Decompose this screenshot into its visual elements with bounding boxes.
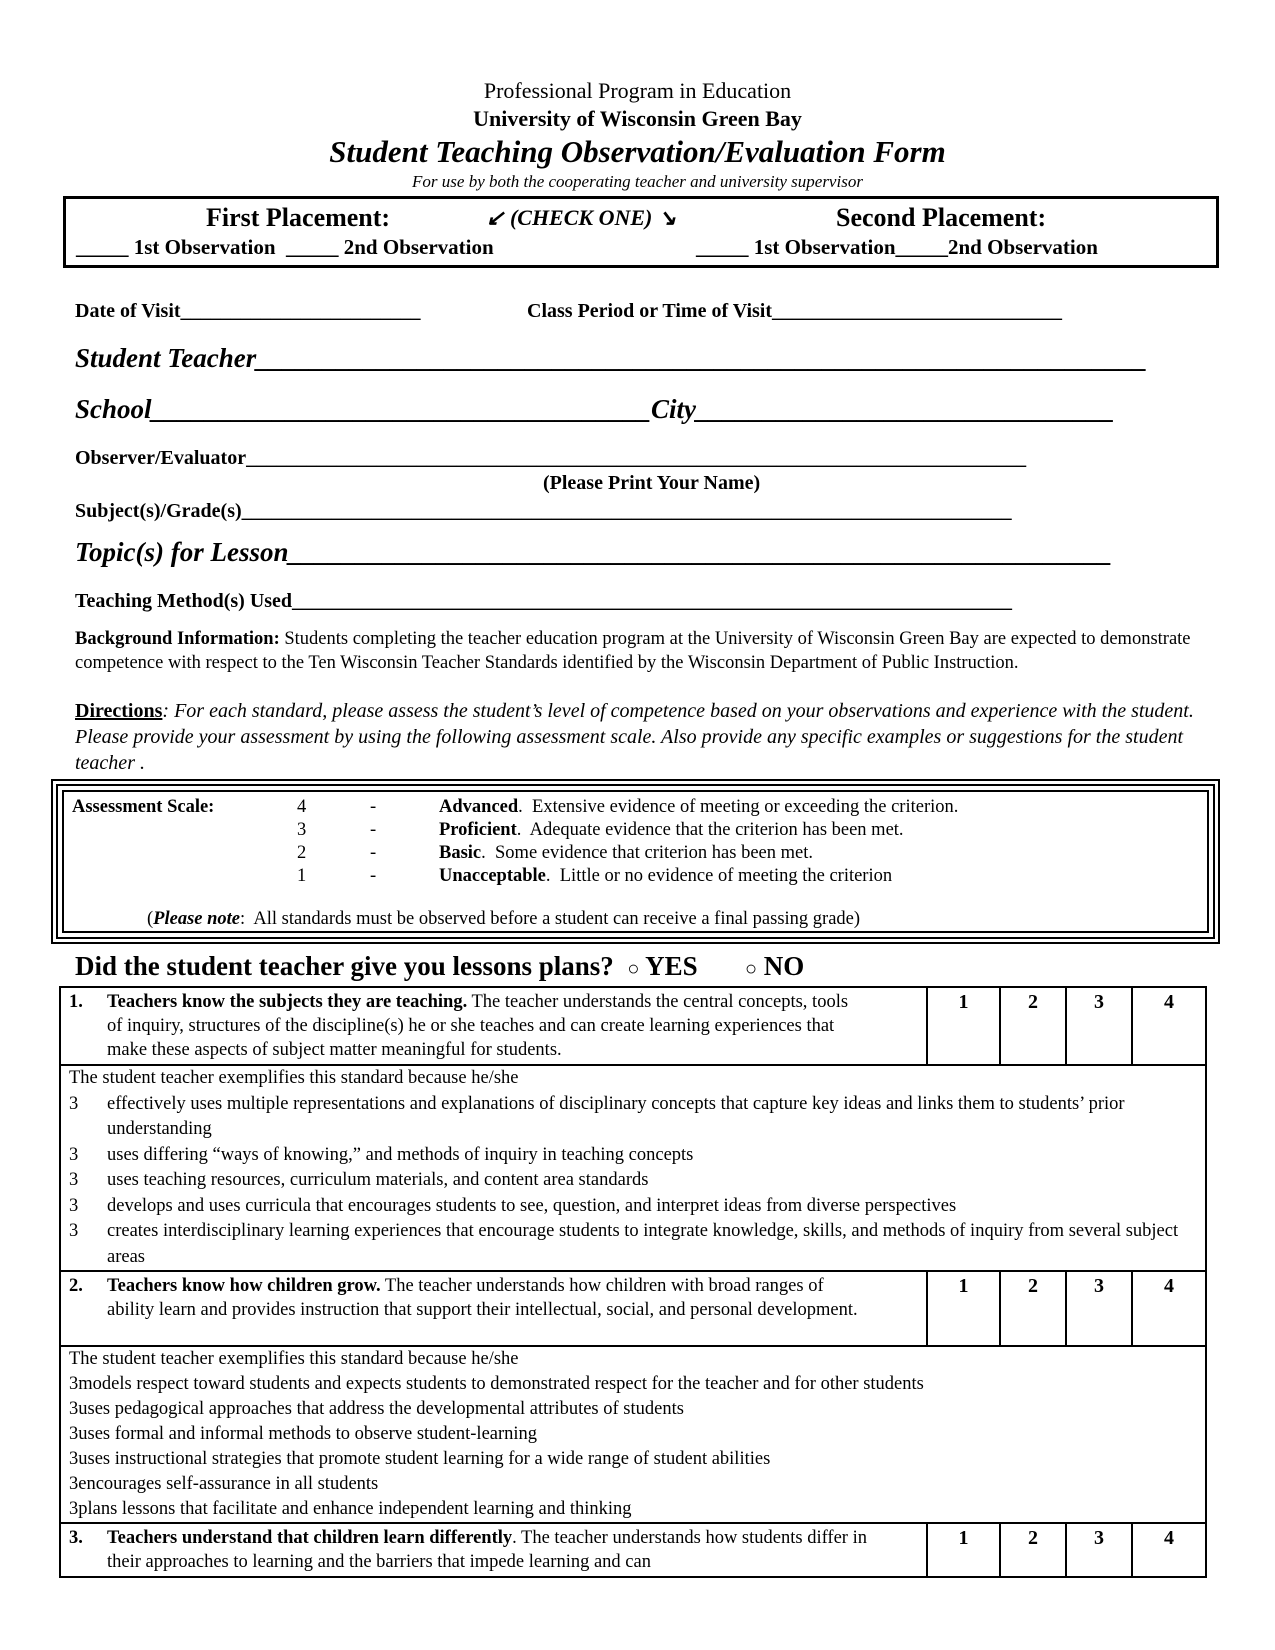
criterion-item (69, 1372, 1197, 1397)
rating-label: 2 (1028, 1527, 1038, 1549)
no-radio[interactable] (745, 951, 804, 981)
first-placement-label: First Placement: (206, 203, 391, 232)
rating-2-cell[interactable] (1000, 1271, 1066, 1346)
rating-label: 4 (1164, 991, 1174, 1013)
standard-text: The teacher understands how children with broad ranges of ability learn and provides instruction that support their intellectual, social, and personal development. (107, 1276, 858, 1320)
check-one-text: (CHECK ONE) (509, 205, 653, 230)
assessment-scale-box (51, 779, 1220, 944)
scale-level (439, 820, 904, 841)
criteria-list (60, 1346, 1206, 1523)
scale-level-name: Basic (439, 843, 482, 863)
rating-2-cell[interactable] (1000, 987, 1066, 1065)
exemplifies-text: The student teacher exemplifies this standard because he/she (69, 1068, 519, 1088)
subject-grade-field[interactable]: Subject(s)/Grade(s)_____________________________________________________________________________ (75, 500, 1012, 522)
criteria-row (60, 1346, 1206, 1523)
rating-label: 1 (958, 991, 969, 1013)
form-title: Student Teaching Observation/Evaluation Form (329, 134, 946, 169)
rating-2-cell[interactable] (1000, 1523, 1066, 1577)
yes-label: YES (645, 951, 698, 981)
assessment-scale-label: Assessment Scale: (72, 797, 215, 817)
rating-label: 4 (1164, 1275, 1174, 1297)
directions-text: : For each standard, please assess the student’s level of competence based on your observations and experience with the student. Please provide your assessment by using the following assessment scale. Also provide any specific examples or suggestions for the student teacher . (75, 700, 1194, 774)
scale-level-name: Proficient (439, 820, 517, 840)
lesson-plans-question (75, 951, 804, 982)
rating-label: 3 (1094, 1527, 1104, 1549)
rating-3-cell[interactable] (1066, 987, 1132, 1065)
standard-title: Teachers understand that children learn differently (107, 1528, 513, 1548)
criterion-text: develops and uses curricula that encourages students to see, question, and interpret ideas from diverse perspectives (107, 1195, 957, 1216)
bullet-icon: 3 (69, 1399, 79, 1419)
criterion-item (69, 1447, 1197, 1472)
standard-text: . The teacher understands how students differ in their approaches to learning and the barriers that impede learning and can (107, 1528, 867, 1572)
rating-4-cell[interactable] (1132, 1523, 1206, 1577)
scale-level-name: Advanced (439, 797, 519, 817)
bullet-icon: 3 (69, 1374, 79, 1394)
yes-radio[interactable] (627, 951, 697, 981)
second-placement-observations[interactable]: _____ 1st Observation_____2nd Observation (696, 235, 1098, 259)
standard-description (60, 1271, 927, 1346)
criterion-text: models respect toward students and expects students to demonstrated respect for the teacher and for other students (78, 1374, 924, 1394)
standard-row (60, 987, 1206, 1065)
background-text: Students completing the teacher education program at the University of Wisconsin Green Bay are expected to demonstrate competence with respect to the Ten Wisconsin Teacher Standards identified by the Wisconsin Department of Public Instruction. (75, 629, 1191, 673)
scale-dash: - (370, 843, 377, 863)
bullet-icon: 3 (69, 1221, 79, 1241)
standard-number: 1. (69, 992, 83, 1012)
standard-description (60, 987, 927, 1065)
bullet-icon: 3 (69, 1424, 79, 1444)
criterion-text: effectively uses multiple representations and explanations of disciplinary concepts that capture key ideas and links them to students’ prior understanding (107, 1093, 1125, 1139)
background-label: Background Information: (75, 629, 280, 649)
criterion-item (69, 1397, 1197, 1422)
exemplifies-text: The student teacher exemplifies this standard because he/she (69, 1349, 519, 1369)
university-name: University of Wisconsin Green Bay (473, 106, 802, 131)
standard-number: 2. (69, 1276, 83, 1296)
arrow-down-left-icon: ↙ (486, 205, 505, 230)
teaching-method-field[interactable]: Teaching Method(s) Used________________________________________________________________________ (75, 590, 1013, 612)
student-teacher-field[interactable]: Student Teacher__________________________________________________________________ (75, 343, 1148, 373)
no-label: NO (763, 951, 805, 981)
bullet-icon: 3 (69, 1144, 79, 1165)
scale-level (439, 866, 892, 887)
criteria-list (60, 1065, 1206, 1271)
criterion-text: uses differing “ways of knowing,” and methods of inquiry in teaching concepts (107, 1144, 694, 1165)
criterion-item (69, 1143, 1197, 1169)
rating-label: 1 (958, 1275, 969, 1297)
please-note: (Please note: All standards must be observed before a student can receive a final passing grade) (147, 909, 861, 929)
standard-row (60, 1523, 1206, 1577)
bullet-icon: 3 (69, 1449, 79, 1469)
bullet-icon: 3 (69, 1474, 79, 1494)
rating-label: 3 (1094, 991, 1104, 1013)
rating-label: 2 (1028, 991, 1038, 1013)
criterion-item (69, 1422, 1197, 1447)
standards-table (59, 986, 1207, 1578)
program-name: Professional Program in Education (483, 78, 792, 103)
rating-label: 4 (1164, 1527, 1174, 1549)
bullet-icon: 3 (69, 1195, 79, 1216)
scale-level (439, 843, 813, 864)
rating-label: 2 (1028, 1275, 1038, 1297)
class-period-field[interactable]: Class Period or Time of Visit_____________________________ (527, 300, 1062, 322)
arrow-down-right-icon: ↘ (657, 205, 677, 230)
standard-text: The teacher understands the central concepts, tools of inquiry, structures of the discipline(s) he or she teaches and can create learning experiences that make these aspects of subject matter meaningful for students. (107, 992, 849, 1060)
school-city-field[interactable]: School_____________________________________City_______________________________ (75, 394, 1115, 424)
rating-4-cell[interactable] (1132, 987, 1206, 1065)
directions (75, 698, 1205, 776)
criterion-text: uses formal and informal methods to observe student-learning (78, 1424, 538, 1444)
criterion-item (69, 1219, 1197, 1270)
print-name-note: (Please Print Your Name) (543, 472, 761, 494)
rating-4-cell[interactable] (1132, 1271, 1206, 1346)
criterion-text: uses teaching resources, curriculum materials, and content area standards (107, 1170, 649, 1190)
scale-number: 1 (297, 866, 307, 886)
rating-label: 1 (958, 1527, 969, 1549)
directions-label: Directions (75, 700, 163, 722)
note-text: : All standards must be observed before a student can receive a final passing grade) (240, 909, 861, 929)
scale-level-desc: . Adequate evidence that the criterion has been met. (516, 820, 904, 840)
radio-circle-icon: ○ (744, 958, 758, 980)
criterion-text: creates interdisciplinary learning experiences that encourage students to integrate knowledge, skills, and methods of inquiry from several subject areas (107, 1221, 1179, 1267)
scale-dash: - (370, 820, 377, 840)
background-information (75, 627, 1205, 675)
criterion-text: uses instructional strategies that promote student learning for a wide range of student abilities (78, 1449, 771, 1469)
standard-number: 3. (69, 1528, 83, 1548)
criteria-row (60, 1065, 1206, 1271)
scale-level-desc: . Extensive evidence of meeting or exceeding the criterion. (518, 797, 959, 817)
observer-field[interactable]: Observer/Evaluator______________________________________________________________________________ (75, 447, 1027, 469)
standard-description (60, 1523, 927, 1577)
first-placement-observations[interactable]: _____ 1st Observation _____ 2nd Observation (76, 235, 494, 259)
criterion-text: uses pedagogical approaches that address the developmental attributes of students (78, 1399, 684, 1419)
scale-level (439, 797, 958, 818)
placement-box (63, 196, 1219, 268)
rating-3-cell[interactable] (1066, 1271, 1132, 1346)
bullet-icon: 3 (69, 1170, 79, 1190)
topic-field[interactable]: Topic(s) for Lesson_____________________________________________________________ (75, 537, 1112, 567)
check-one-label (486, 205, 676, 231)
criterion-item (69, 1497, 1197, 1522)
scale-number: 2 (297, 843, 307, 863)
standard-title: Teachers know the subjects they are teaching. (107, 992, 468, 1012)
scale-level-name: Unacceptable (439, 866, 546, 886)
rating-1-cell[interactable] (927, 987, 1000, 1065)
bullet-icon: 3 (69, 1093, 79, 1114)
rating-1-cell[interactable] (927, 1523, 1000, 1577)
rating-label: 3 (1094, 1275, 1104, 1297)
question-text: Did the student teacher give you lessons plans? (75, 951, 614, 981)
criterion-item (69, 1092, 1197, 1143)
criterion-item (69, 1472, 1197, 1497)
scale-level-desc: . Some evidence that criterion has been met. (481, 843, 813, 863)
note-label: Please note (153, 909, 240, 929)
criterion-text: encourages self-assurance in all students (78, 1474, 379, 1494)
criterion-item (69, 1168, 1197, 1194)
second-placement-label: Second Placement: (836, 203, 1047, 232)
criterion-text: plans lessons that facilitate and enhance independent learning and thinking (78, 1499, 632, 1519)
scale-number: 4 (297, 797, 307, 817)
scale-dash: - (370, 797, 377, 817)
scale-number: 3 (297, 820, 307, 840)
scale-dash: - (370, 866, 377, 886)
form-subtitle: For use by both the cooperating teacher and university supervisor (412, 172, 863, 191)
rating-3-cell[interactable] (1066, 1523, 1132, 1577)
criterion-item (69, 1194, 1197, 1220)
standard-row (60, 1271, 1206, 1346)
scale-level-desc: . Little or no evidence of meeting the criterion (545, 866, 893, 886)
radio-circle-icon: ○ (627, 958, 640, 980)
date-of-visit-field[interactable]: Date of Visit________________________ (75, 300, 421, 322)
rating-1-cell[interactable] (927, 1271, 1000, 1346)
standard-title: Teachers know how children grow. (107, 1276, 381, 1296)
bullet-icon: 3 (69, 1499, 79, 1519)
